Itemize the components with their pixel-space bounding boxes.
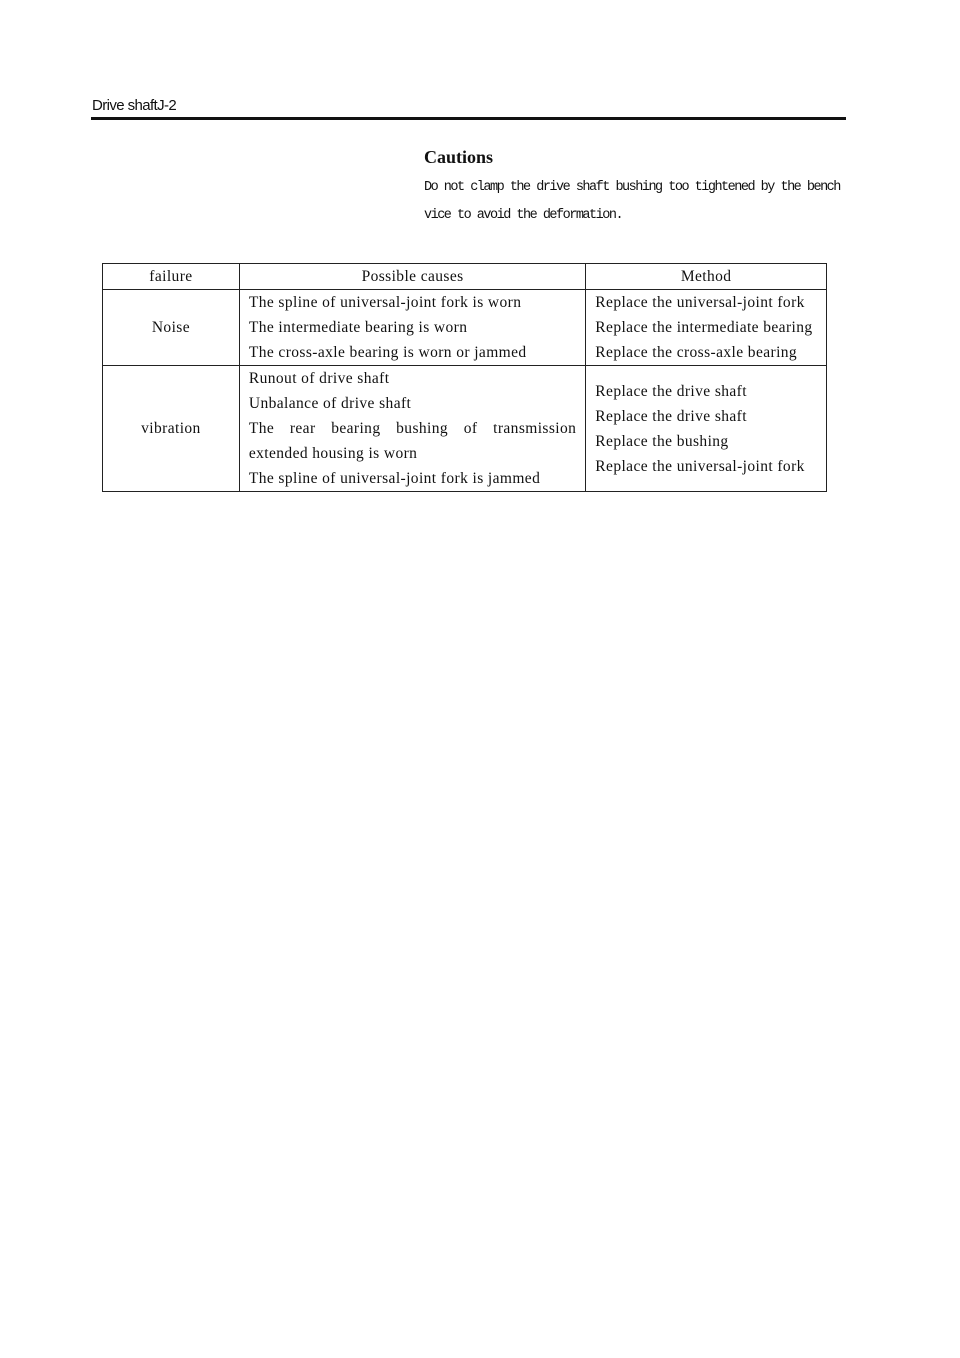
cautions-text xyxy=(424,174,856,230)
method-item: Replace the universal-joint fork xyxy=(595,457,805,475)
cautions-line: vice to avoid the deformation. xyxy=(424,208,623,223)
cause-item: The cross-axle bearing is worn or jammed xyxy=(248,344,527,361)
cause-item: The intermediate bearing is worn xyxy=(248,319,468,336)
table-header-row xyxy=(103,264,827,290)
failure-cell: Noise xyxy=(103,290,240,366)
column-header-method: Method xyxy=(586,264,827,290)
failure-cell: vibration xyxy=(103,366,240,492)
cautions-title: Cautions xyxy=(424,147,494,167)
page-header-title: Drive shaftJ-2 xyxy=(92,97,177,114)
causes-cell xyxy=(239,366,585,492)
cause-item: The spline of universal-joint fork is worn xyxy=(248,294,522,311)
cause-item: Unbalance of drive shaft xyxy=(248,395,412,412)
cause-item: Runout of drive shaft xyxy=(248,370,390,387)
table-row xyxy=(103,366,827,492)
causes-cell xyxy=(239,290,585,366)
method-item: Replace the bushing xyxy=(595,432,729,450)
methods-cell xyxy=(586,290,827,366)
troubleshooting-table xyxy=(102,263,827,492)
cautions-line: Do not clamp the drive shaft bushing too tightened by the bench xyxy=(424,180,840,195)
cause-item: The rear bearing bushing of transmission extended housing is worn xyxy=(248,420,577,462)
method-item: Replace the cross-axle bearing xyxy=(595,344,798,361)
table-row xyxy=(103,290,827,366)
column-header-failure: failure xyxy=(103,264,240,290)
method-item: Replace the drive shaft xyxy=(595,382,747,400)
method-item: Replace the drive shaft xyxy=(595,407,747,425)
method-item: Replace the universal-joint fork xyxy=(595,294,805,311)
cause-item: The spline of universal-joint fork is jammed xyxy=(248,470,541,487)
column-header-possible-causes: Possible causes xyxy=(239,264,585,290)
method-item: Replace the intermediate bearing xyxy=(595,319,813,336)
header-rule xyxy=(91,117,846,120)
methods-cell xyxy=(586,366,827,492)
